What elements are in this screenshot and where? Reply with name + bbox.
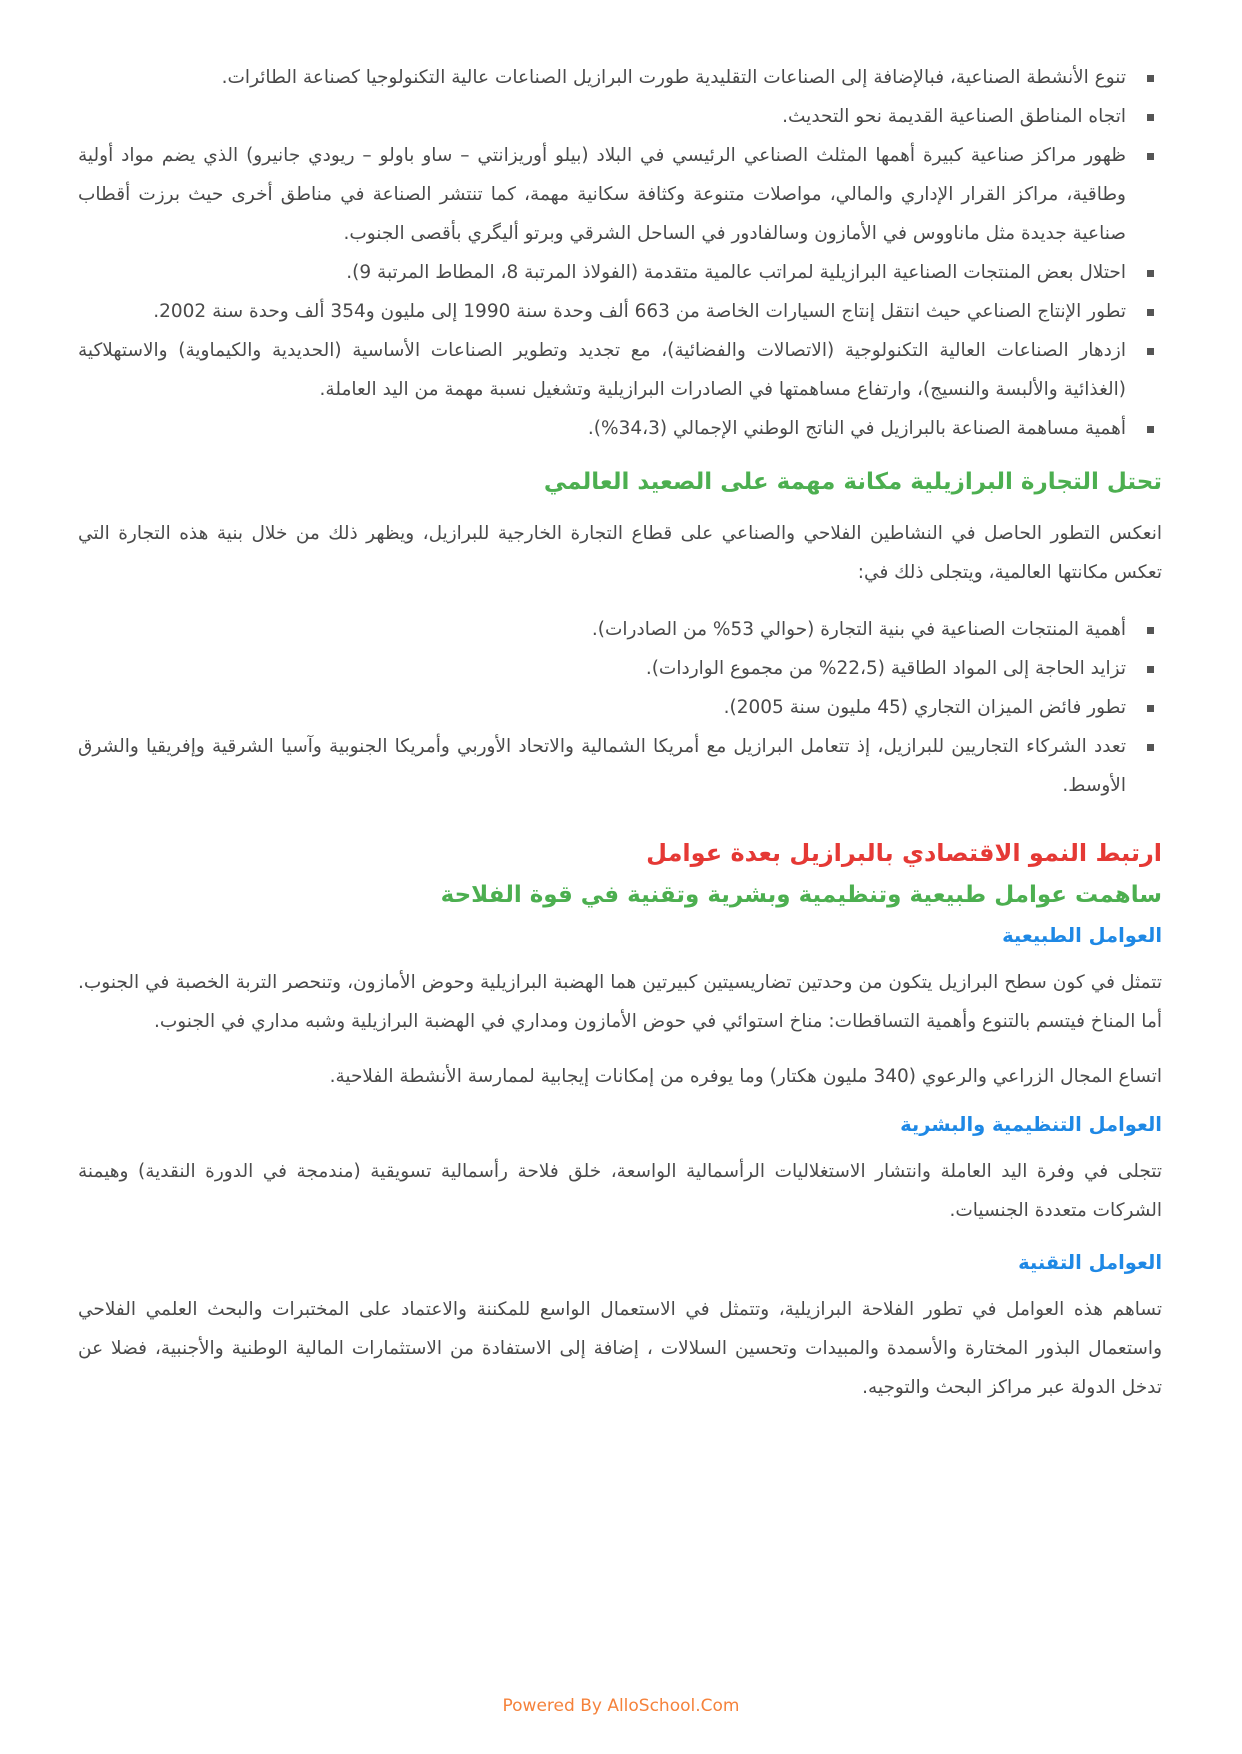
natural-factors-text: تتمثل في كون سطح البرازيل يتكون من وحدتين تضاريسيتين كبيرتين هما الهضبة البرازيلية وحوض الأمازون، وتنحصر التربة الخصبة في الجنوب. أما المناخ فيتسم بالتنوع وأهمية التساقطات: مناخ استوائي في حوض الأمازون ومداري في الهضبة البرازيلية وشبه مداري في الجنوب. [78,972,1162,1032]
document-page [78,58,1162,1407]
technical-factors-text: تساهم هذه العوامل في تطور الفلاحة البرازيلية، وتتمثل في الاستعمال الواسع للمكننة والاعتماد على المختبرات والبحث العلمي الفلاحي واستعمال البذور المختارة والأسمدة والمبيدات وتحسين السلالات ، إضافة إلى الاستفادة من الاستثمارات المالية الوطنية والأجنبية، فضلا عن تدخل الدولة عبر مراكز البحث والتوجيه. [78,1299,1162,1398]
list-item: أهمية المنتجات الصناعية في بنية التجارة (حوالي 53% من الصادرات). [78,610,1162,649]
list-item: ازدهار الصناعات العالية التكنولوجية (الاتصالات والفضائية)، مع تجديد وتطوير الصناعات الأساسية (الحديدية والكيماوية) والاستهلاكية (الغذائية والألبسة والنسيج)، وارتفاع مساهمتها في الصادرات البرازيلية وتشغيل نسبة مهمة من اليد العاملة. [78,331,1162,409]
organizational-factors-text: تتجلى في وفرة اليد العاملة وانتشار الاستغلاليات الرأسمالية الواسعة، خلق فلاحة رأسمالية تسويقية (مندمجة في الدورة النقدية) وهيمنة الشركات متعددة الجنسيات. [78,1161,1162,1221]
growth-heading: ارتبط النمو الاقتصادي بالبرازيل بعدة عوامل [646,839,1162,867]
list-item: تعدد الشركاء التجاريين للبرازيل، إذ تتعامل البرازيل مع أمريكا الشمالية والاتحاد الأوربي وأمريكا الجنوبية وآسيا الشرقية وإفريقيا والشرق الأوسط. [78,727,1162,805]
trade-heading: تحتل التجارة البرازيلية مكانة مهمة على الصعيد العالمي [543,469,1162,495]
list-item: تطور فائض الميزان التجاري (45 مليون سنة 2005). [78,688,1162,727]
technical-factors-title: العوامل التقنية [1018,1251,1162,1274]
list-item: أهمية مساهمة الصناعة بالبرازيل في الناتج الوطني الإجمالي (34،3%). [78,409,1162,448]
agriculture-subheading: ساهمت عوامل طبيعية وتنظيمية وبشرية وتقنية في قوة الفلاحة [440,882,1162,908]
list-item: تطور الإنتاج الصناعي حيث انتقل إنتاج السيارات الخاصة من 663 ألف وحدة سنة 1990 إلى مليون و354 ألف وحدة سنة 2002. [78,292,1162,331]
list-item: اتجاه المناطق الصناعية القديمة نحو التحديث. [78,97,1162,136]
natural-factors-title: العوامل الطبيعية [1002,924,1162,947]
industry-list [78,58,1162,448]
footer-credit: Powered By AlloSchool.Com [502,1696,740,1716]
list-item: تزايد الحاجة إلى المواد الطاقية (22،5% من مجموع الواردات). [78,649,1162,688]
list-item: ظهور مراكز صناعية كبيرة أهمها المثلث الصناعي الرئيسي في البلاد (بيلو أوريزانتي – ساو باولو – ريودي جانيرو) الذي يضم مواد أولية وطاقية، مراكز القرار الإداري والمالي، مواصلات متنوعة وكثافة سكانية مهمة، كما تنتشر الصناعة في مناطق أخرى حيث برزت أقطاب صناعية جديدة مثل ماناووس في الأمازون وسالفادور في الساحل الشرقي وبرتو أليگري بأقصى الجنوب. [78,136,1162,253]
trade-intro: انعكس التطور الحاصل في النشاطين الفلاحي والصناعي على قطاع التجارة الخارجية للبرازيل، ويظهر ذلك من خلال بنية هذه التجارة التي تعكس مكانتها العالمية، ويتجلى ذلك في: [78,523,1162,583]
organizational-factors-title: العوامل التنظيمية والبشرية [900,1113,1162,1136]
trade-list [78,610,1162,805]
list-item: احتلال بعض المنتجات الصناعية البرازيلية لمراتب عالمية متقدمة (الفولاذ المرتبة 8، المطاط المرتبة 9). [78,253,1162,292]
list-item: تنوع الأنشطة الصناعية، فبالإضافة إلى الصناعات التقليدية طورت البرازيل الصناعات عالية التكنولوجيا كصناعة الطائرات. [78,58,1162,97]
agricultural-area-text: اتساع المجال الزراعي والرعوي (340 مليون هكتار) وما يوفره من إمكانات إيجابية لممارسة الأنشطة الفلاحية. [329,1066,1162,1087]
